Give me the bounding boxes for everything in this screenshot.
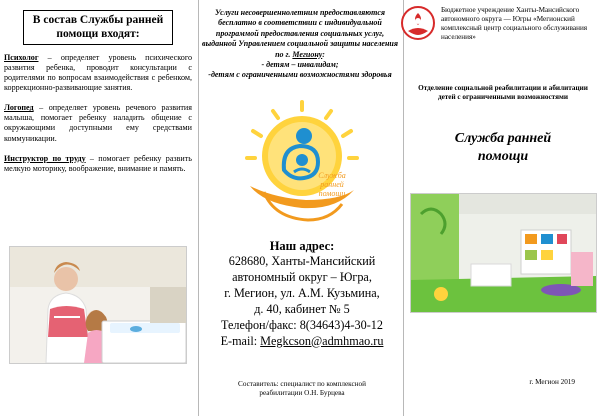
early-help-logo [244, 100, 360, 230]
compiler-line-2: реабилитации О.Н. Бурцева [259, 389, 345, 397]
compiler-credit [200, 380, 404, 398]
specialist-term: Инструктор по труду [4, 153, 86, 163]
photo-sand-table-session [9, 246, 187, 364]
specialist-term: Логопед [4, 103, 34, 113]
photo-playroom [410, 193, 597, 313]
organization-name: Бюджетное учреждение Ханты-Мансийского автономного округа — Югры «Мегионский комплексный центр социального обслуживания населения» [441, 6, 588, 41]
email-link[interactable]: Megkcson@admhmao.ru [260, 333, 384, 348]
department-name: Отделение социальной реабилитации и абилитации детей с ограниченными возможностями [418, 84, 588, 101]
logo-text-line2: ранней [320, 180, 344, 189]
publication-year: г. Мегион 2019 [529, 378, 575, 386]
contact-address-block [200, 238, 404, 349]
address-line-1: 628680, Ханты-Мансийский [228, 254, 376, 269]
playroom-illustration [411, 194, 596, 312]
logo-text-line1: Служба [318, 171, 346, 180]
address-line-4: д. 40, кабинет № 5 [254, 301, 350, 316]
center-emblem [398, 5, 438, 41]
middle-column [198, 8, 402, 80]
left-column [4, 10, 192, 184]
services-intro-city: Мегиону [292, 49, 323, 59]
address-line-3: г. Мегион, ул. А.М. Кузьмина, [224, 285, 380, 300]
services-intro-text: Услуги несовершеннолетним предоставляются бесплатно в соответствии с индивидуальной программой предоставления социальных услуг, выданной Управлением социальной защиты населения по г. [202, 8, 398, 59]
sun-family-logo-icon [244, 100, 360, 230]
specialist-labor-instructor [4, 154, 192, 174]
compiler-line-1: Составитель: специалист по комплексной [238, 380, 366, 388]
services-intro-end: : [322, 49, 325, 59]
specialist-term: Психолог [4, 52, 39, 62]
phone-fax: Телефон/факс: 8(34643)4-30-12 [221, 317, 383, 332]
emblem-icon [398, 5, 438, 41]
service-title-line1: Служба ранней [454, 131, 552, 146]
sand-table-illustration [10, 247, 186, 363]
specialist-description: – помогает ребенку развить мелкую моторику, воображение, внимание и память. [4, 153, 192, 173]
specialists-heading-line1: В состав Службы ранней [23, 10, 173, 27]
specialists-heading [23, 10, 173, 45]
services-intro [198, 8, 402, 60]
address-line-2: автономный округ – Югра, [232, 270, 372, 285]
address-heading: Наш адрес: [269, 239, 335, 253]
services-target-item-1: - детям – инвалидам; [261, 59, 339, 69]
column-divider-right [403, 0, 404, 416]
specialists-heading-line2: помощи входят: [23, 27, 173, 44]
service-title-line2: помощи [477, 149, 529, 165]
specialist-speech-therapist [4, 103, 192, 143]
specialist-psychologist [4, 53, 192, 93]
email-line [200, 334, 404, 350]
services-target-item-2: -детям с ограниченными возможностями здоровья [208, 69, 392, 79]
specialist-description: – определяет уровень психического развития ребенка, проводит консультации с родителями по вопросам взаимодействия с ребенком, коррекционно-развивающие занятия. [4, 52, 192, 93]
logo-text-line3: помощи [318, 189, 346, 198]
email-label: E-mail: [220, 333, 261, 348]
service-title [410, 130, 596, 166]
specialist-description: – определяет уровень речевого развития малыша, помогает ребенку наладить общение с окружающими доступными ему средствами коммуникации. [4, 103, 192, 143]
